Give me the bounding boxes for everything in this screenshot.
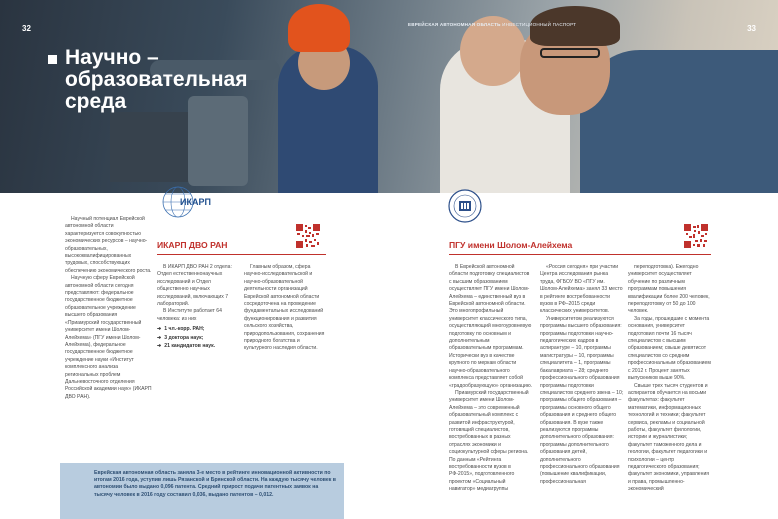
title-line-3: среда	[65, 90, 127, 113]
title-line-1: Научно –	[65, 46, 159, 69]
callout-text: Еврейская автономная область заняла 3-е место в рейтинге инновационной активности по итогам 2016 года, уступив лишь Рязанской и Брянской области. На каждую тысячу человек в автономии было выдано 0,096 патента. Средний прирост подачи патентных заявок на тысячу человек в 2016 году составил 0,036, выдано патентов – 0,012.	[94, 470, 336, 498]
qr-code-icon[interactable]	[296, 224, 320, 248]
pgu-paragraph-1: В Еврейской автономной области подготовку специалистов с высшим образованием осуществляет ПГУ имени Шолом-Алейхема – единственный вуз в Еврейской автономной области. Это многопрофильный университет классического типа, осуществляющий многоуровневую подготовку по основным и дополнительным образовательным программам. Исторически вуз в качестве крупного по меркам области научно-образовательного комплекса представляет собой «градообразующую» организацию.	[449, 264, 533, 389]
list-item	[157, 326, 239, 333]
ikarp-logo-icon	[158, 183, 218, 221]
section-divider	[157, 254, 326, 255]
qr-code-icon[interactable]	[684, 224, 708, 248]
ikarp-logo-text: ИКАРП	[180, 197, 211, 207]
intro-text	[65, 216, 152, 401]
title-line-2: образовательная	[65, 68, 248, 91]
list-item	[157, 335, 239, 342]
ikarp-column-1	[157, 264, 239, 351]
pgu-paragraph-7: Свыше трех тысяч студентов и аспирантов обучается на восьми факультетах: факультет математики, информационных технологий и техники; факультет сервиса, рекламы и социальной работы, факультет филологии, истории и журналистики; факультет таможенного дела и геологии, факультет педагогики и психологии – центр педагогического образования; факультет экономики, управления и права, промышленно-экономический	[628, 382, 710, 493]
ikarp-column-2	[244, 264, 328, 353]
page-number-left: 32	[22, 24, 31, 33]
pgu-paragraph-4: Университетом реализуются программы высшего образования: программы подготовки научно-педагогических кадров в аспирантуре – 10, программы магистратуры – 10, программы специалитета – 1, программы бакалавриата – 28; среднего профессионального образования программы подготовки специалистов среднего звена – 10; программы общего образования – программы основного общего образования и среднего общего образования. В вузе также реализуются программы дополнительного образования: программы дополнительного образования детей, дополнительного профессионального образования (повышение квалификации, профессиональная	[540, 315, 624, 485]
page-number-right: 33	[747, 24, 756, 33]
photo-glasses	[540, 48, 600, 58]
pgu-paragraph-2: Приамурский государственный университет имени Шолом-Алейхема – это современный образовательный комплекс с развитой инфраструктурой, готовящий специалистов, востребованных в разных отраслях экономики и социокультурной сферы региона. По данным «Рейтинга востребованности вузов в РФ-2015», подготовленного проектом «Социальный навигатор» медиагруппы	[449, 389, 529, 493]
ikarp-paragraph-3: Главным образом, сфера научно-исследовательской и научно-образовательной деятельности организаций Еврейской автономной области сосредоточена на проведение фундаментальных исследований функционирования и развития сельского хозяйства, природопользования, сохранения природного богатства и культурного наследия области.	[244, 264, 325, 352]
list-item-text: 3 доктора наук;	[164, 334, 204, 341]
photo-hard-hat	[288, 4, 350, 52]
pgu-logo-icon	[448, 189, 482, 223]
pgu-column-1	[449, 264, 533, 494]
pgu-paragraph-3: «Россия сегодня» при участии Центра исследования рынка труда, ФГБОУ ВО «ПГУ им. Шолом-Алейхема» занял 33 место в рейтинге востребованности вузов в РФ–2015 среди классических университетов.	[540, 264, 623, 315]
intro-paragraph-2: Научную сферу Еврейской автономной области сегодня представляют: федеральное государственное бюджетное образовательное учреждение высшего образования «Приамурский государственный университет имени Шолом-Алейхема» (ПГУ имени Шолом-Алейхема), федеральное государственное бюджетное учреждение науки «Институт комплексного анализа региональных проблем Дальневосточного отделения Российской академии наук» (ИКАРП ДВО РАН).	[65, 275, 152, 400]
running-header	[408, 22, 576, 27]
pgu-column-3	[628, 264, 712, 494]
callout-box	[60, 463, 344, 519]
arrow-right-icon: ➔	[157, 326, 162, 333]
photo-equipment	[110, 112, 200, 182]
list-item-text: 1 чл.-корр. РАН;	[164, 326, 205, 333]
running-header-rest: ИНВЕСТИЦИОННЫЙ ПАСПОРТ	[502, 22, 577, 27]
intro-paragraph-1: Научный потенциал Еврейской автономной области характеризуется совокупностью экономических ресурсов – научно-образовательных, высококвалифицированных трудовых, способствующих обеспечению экономического роста.	[65, 216, 152, 274]
list-item-text: 21 кандидатов наук.	[164, 343, 216, 350]
pgu-column-2	[540, 264, 624, 486]
ikarp-paragraph-2: В Институте работает 64 человека: из них	[157, 308, 222, 322]
ikarp-staff-list	[157, 326, 239, 350]
page-title-text	[65, 47, 315, 113]
pgu-paragraph-6: За годы, прошедшие с момента основания, университет подготовил почти 16 тысяч специалистов с высшим образованием; свыше девятисот специалистов со средним профессиональным образованием с 2012 г. Процент занятых выпускников выше 90%.	[628, 315, 711, 382]
title-square-marker	[48, 55, 57, 64]
arrow-right-icon: ➔	[157, 334, 162, 341]
ikarp-paragraph-1: В ИКАРП ДВО РАН 2 отдела: Отдел естественнонаучных исследований и Отдел общественно научных исследований, включающих 7 лабораторий.	[157, 264, 232, 308]
section-divider	[449, 254, 711, 255]
list-item	[157, 343, 239, 350]
section-title-ikarp: ИКАРП ДВО РАН	[157, 240, 228, 250]
pgu-paragraph-5: переподготовка). Ежегодно университет осуществляет обучение по различным программам повышения квалификации более 200 человек, переподготовку от 50 до 100 человек.	[628, 264, 710, 315]
section-title-pgu: ПГУ имени Шолом-Алейхема	[449, 240, 573, 250]
arrow-right-icon: ➔	[157, 343, 162, 350]
running-header-bold: ЕВРЕЙСКАЯ АВТОНОМНАЯ ОБЛАСТЬ	[408, 22, 501, 27]
